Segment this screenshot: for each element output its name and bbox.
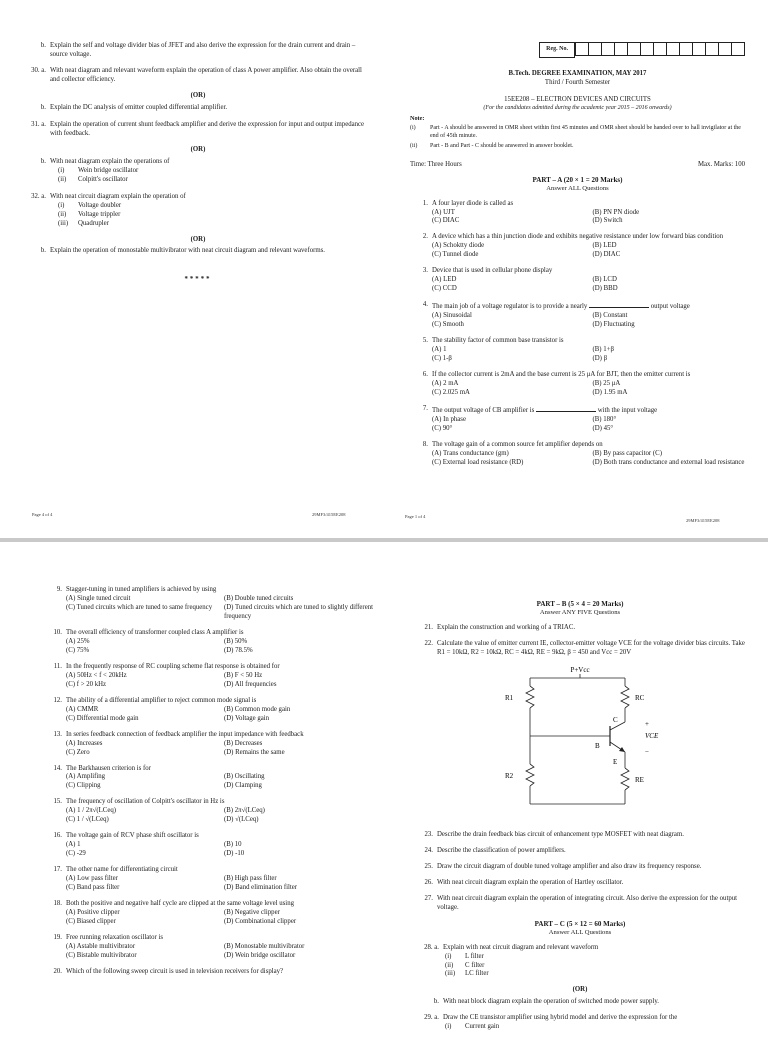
exam-sheet-bottom: [0, 542, 768, 1031]
option-c: (C) f > 20 kHz: [66, 680, 107, 688]
note-item: [410, 143, 745, 151]
question-16: [44, 832, 374, 859]
page-4-column: [28, 42, 368, 285]
option-b: (B) 1+β: [592, 346, 614, 354]
question-text: In series feedback connection of feedback amplifier the input impedance with feedback: [66, 730, 304, 738]
question-22: [415, 640, 745, 824]
question-text: With neat circuit diagram explain the operation of Hartley oscillator.: [437, 878, 624, 886]
question-text: The voltage gain of RCV phase shift oscillator is: [66, 832, 199, 840]
question-31b: [28, 158, 368, 185]
option-a: (A) 2 mA: [432, 380, 459, 388]
sub-number: (ii): [445, 961, 454, 969]
fill-blank: [536, 405, 596, 412]
option-a: (A) Astable multivibrator: [66, 943, 136, 950]
option-d: (D) 45°: [592, 424, 614, 432]
option-b: (B) LCD: [592, 276, 617, 284]
option-d: (D) DIAC: [592, 251, 621, 259]
question-31a: [28, 121, 368, 139]
option-a: (A) 1: [66, 841, 81, 849]
question-number: b.: [40, 103, 46, 111]
question-number: 28. a.: [424, 943, 439, 951]
rc-resistor: [621, 686, 629, 708]
question-17: [44, 866, 374, 893]
question-text: The frequency of oscillation of Colpitt's oscillator in Hz is: [66, 798, 225, 806]
question-number: 26.: [424, 878, 433, 886]
question-28a: [415, 944, 745, 980]
question-text: Both the positive and negative half cycle are clipped at the same voltage level using: [66, 900, 294, 908]
question-18: [44, 900, 374, 927]
base-label: B: [595, 741, 600, 750]
question-20: [44, 968, 374, 977]
sub-item: [445, 970, 745, 979]
course-title: 15EE208 – ELECTRON DEVICES AND CIRCUITS: [504, 95, 651, 103]
reg-cell: [615, 42, 628, 56]
page-footer-left: Page 4 of 4: [32, 512, 53, 517]
reg-cell: [732, 42, 745, 56]
option-d: (D) Voltage gain: [224, 714, 270, 722]
option-d: (D) Band elimination filter: [224, 884, 298, 892]
option-c: (C) 2.025 mA: [432, 389, 470, 396]
page-1-column: [410, 42, 745, 475]
option-c: (C) 1-β: [432, 355, 452, 363]
question-11: [44, 663, 374, 690]
reg-cell: [719, 42, 732, 56]
part-a-title: PART – A (20 × 1 = 20 Marks): [532, 175, 623, 184]
reg-cell: [575, 42, 589, 56]
question-text: The Barkhausen criterion is for: [66, 764, 151, 772]
option-d: (D) 78.5%: [224, 646, 253, 654]
question-text: In the frequently response of RC coupling scheme flat response is obtained for: [66, 662, 280, 670]
option-b: (B) Decreases: [224, 739, 263, 747]
option-a: (A) CMMR: [66, 705, 99, 713]
question-text: Draw the circuit diagram of double tuned voltage amplifier and also draw its frequency response.: [437, 862, 702, 870]
question-number: 12.: [53, 696, 62, 704]
note-label: Note:: [410, 114, 425, 122]
question-9: [44, 586, 374, 622]
reg-cell: [693, 42, 706, 56]
sub-text: L filter: [465, 952, 484, 960]
question-14: [44, 765, 374, 792]
question-text: Stagger-tuning in tuned amplifiers is achieved by using: [66, 586, 217, 593]
vce-label: VCE: [645, 731, 659, 740]
option-c: (C) Zero: [66, 748, 90, 756]
part-c-title: PART – C (5 × 12 = 60 Marks): [534, 919, 626, 928]
option-d: (D) Fluctuating: [592, 321, 635, 329]
time-marks-row: [410, 161, 745, 170]
part-b-title: PART – B (5 × 4 = 20 Marks): [536, 600, 624, 608]
option-b: (B) 180°: [592, 415, 617, 423]
sub-number: (i): [58, 201, 65, 209]
option-b: (B) F < 50 Hz: [224, 671, 263, 679]
time-allowed: Time: Three Hours: [410, 160, 462, 168]
sub-item: [445, 1023, 745, 1032]
re-resistor: [621, 768, 629, 790]
reg-cell: [589, 42, 602, 56]
reg-cell: [706, 42, 719, 56]
question-number: 1.: [422, 199, 428, 207]
option-d: (D) BBD: [592, 285, 618, 293]
option-c: (C) External load resistance (RD): [432, 458, 524, 466]
option-c: (C) 90°: [432, 424, 453, 432]
question-30b: [28, 104, 368, 113]
question-text: A device which has a thin junction diode and exhibits negative resistance under low forward bias condition: [432, 233, 724, 241]
reg-cell: [641, 42, 654, 56]
question-number: 13.: [53, 730, 62, 738]
question-text-tail: with the input voltage: [597, 406, 658, 414]
sub-text: Wein bridge oscillator: [78, 166, 139, 174]
option-c: (C) Band pass filter: [66, 884, 120, 892]
question-text: Draw the CE transistor amplifier using hybrid model and derive the expression for the: [443, 1014, 678, 1022]
question-text: Describe the drain feedback bias circuit of enhancement type MOSFET with neat diagram.: [437, 830, 684, 838]
sub-number: (i): [58, 166, 65, 174]
option-b: (B) Monostable multivibrator: [224, 943, 305, 950]
question-23: [415, 831, 745, 840]
option-b: (B) 50%: [224, 637, 248, 645]
note-text: Part - A should be answered in OMR sheet within first 45 minutes and OMR sheet should be handed over to hall invigilator at the end of 45th minute.: [430, 124, 741, 139]
sub-item: [58, 211, 368, 220]
sub-item: [445, 953, 745, 962]
question-number: b.: [433, 998, 439, 1006]
sub-number: (iii): [58, 219, 69, 227]
sub-item: [58, 176, 368, 185]
option-c: (C) Bistable multivibrator: [66, 951, 137, 959]
reg-cell: [667, 42, 680, 56]
max-marks: Max. Marks: 100: [697, 160, 745, 168]
question-text: Which of the following sweep circuit is used in television receivers for display?: [66, 967, 284, 975]
note-item: [410, 125, 745, 141]
option-c: (C) Differential mode gain: [66, 714, 139, 722]
course-note: (For the candidates admitted during the academic year 2015 – 2016 onwards): [483, 104, 672, 111]
question-27: [415, 895, 745, 913]
question-text: The stability factor of common base transistor is: [432, 337, 564, 345]
question-text: The overall efficiency of transformer coupled class A amplifier is: [66, 628, 244, 636]
question-number: 20.: [53, 967, 62, 975]
question-text: With neat diagram explain the operations of: [50, 157, 170, 165]
question-number: 7.: [422, 404, 428, 412]
reg-cell: [628, 42, 641, 56]
vce-minus: −: [645, 747, 649, 756]
emitter-label: E: [613, 757, 618, 766]
option-a: (A) 50Hz < f < 20kHz: [66, 671, 127, 679]
option-b: (B) 25 μA: [592, 380, 621, 388]
question-text: Explain the construction and working of a TRIAC.: [437, 623, 576, 631]
note-number: (i): [410, 124, 416, 131]
question-text: With neat circuit diagram explain the operation of: [50, 192, 186, 200]
option-b: (B) 2π√(LCeq): [224, 807, 265, 815]
page-footer-code: 29MF3/415EE208: [312, 512, 346, 517]
option-c: (C) Smooth: [432, 321, 464, 329]
reg-cell: [602, 42, 615, 56]
sub-number: (iii): [445, 970, 456, 978]
question-28b: [415, 998, 745, 1007]
question-19: [44, 934, 374, 961]
question-1: [410, 200, 745, 227]
question-text-tail: output voltage: [650, 303, 690, 311]
option-a: (A) UJT: [432, 208, 455, 216]
option-b: (B) High pass filter: [224, 875, 277, 883]
question-number: 31. a.: [31, 120, 46, 128]
supply-label: P+Vcc: [570, 665, 590, 674]
option-b: (B) Common mode gain: [224, 705, 291, 713]
sub-text: LC filter: [465, 970, 489, 978]
sub-item: [58, 220, 368, 229]
part-c-instructions: Answer ALL Questions: [548, 928, 612, 936]
sub-text: Quadrupler: [78, 219, 109, 227]
r2-label: R2: [505, 771, 514, 780]
page-footer-code: 29MF3/415EE208: [686, 518, 720, 523]
question-number: 15.: [53, 798, 62, 806]
sub-text: Current gain: [465, 1023, 500, 1031]
question-15: [44, 798, 374, 825]
option-d: (D) 1.95 mA: [592, 389, 628, 396]
option-b: (B) Double tuned circuits: [224, 594, 294, 602]
exam-title: B.Tech. DEGREE EXAMINATION, MAY 2017: [508, 69, 647, 77]
question-text: The other name for differentiating circuit: [66, 866, 178, 874]
question-text: Explain with neat circuit diagram and relevant waveform: [443, 943, 599, 951]
page-2-column: [44, 586, 374, 984]
question-text: Calculate the value of emitter current IE, collector-emitter voltage VCE for the voltage divider bias circuits. Take R1 = 10kΩ, R2 = 10kΩ, RC = 4kΩ, RE = 9kΩ, β = 450 and Vcc = 20V: [437, 639, 745, 656]
question-13: [44, 731, 374, 758]
question-7: [410, 405, 745, 434]
question-text: Device that is used in cellular phone display: [432, 267, 553, 275]
option-b: (B) Constant: [592, 312, 628, 320]
question-number: 4.: [422, 301, 428, 309]
question-text: With neat diagram and relevant waveform explain the operation of class A power amplifier. Also obtain the overall and collector efficiency.: [50, 66, 362, 83]
question-4: [410, 301, 745, 330]
option-d: (D) β: [592, 355, 608, 363]
sub-number: (i): [445, 952, 452, 960]
part-a-instructions: Answer ALL Questions: [546, 184, 609, 192]
option-a: (A) Amplifing: [66, 773, 106, 781]
question-text: The output voltage of CB amplifier is: [432, 406, 535, 414]
question-text: Explain the operation of current shunt feedback amplifier and derive the expression for input and output impedance with feedback.: [50, 120, 365, 137]
option-b: (B) 10: [224, 841, 242, 849]
or-separator: (OR): [190, 145, 206, 153]
option-a: (A) Sinusoidal: [432, 312, 472, 320]
option-c: (C) Tunnel diode: [432, 251, 479, 259]
question-5: [410, 337, 745, 364]
question-25: [415, 863, 745, 872]
r1-label: R1: [505, 693, 514, 702]
sub-number: (ii): [58, 210, 67, 218]
question-text: Explain the DC analysis of emitter coupled differential amplifier.: [50, 103, 228, 111]
reg-cell: [654, 42, 667, 56]
option-d: (D) Switch: [592, 217, 623, 225]
option-b: (B) Oscillating: [224, 773, 265, 781]
question-21: [415, 624, 745, 633]
question-number: 2.: [422, 233, 428, 241]
option-c: (C) 1 / √(LCeq): [66, 816, 109, 824]
option-d: (D) Clamping: [224, 782, 262, 790]
question-text: Explain the operation of monostable multivibrator with neat circuit diagram and relevant waveforms.: [50, 247, 325, 255]
option-d: (D) Combinational clipper: [224, 918, 297, 926]
question-text: If the collector current is 2mA and the base current is 25 μA for BJT, then the emitter current is: [432, 371, 691, 379]
question-number: 3.: [422, 267, 428, 275]
question-number: 21.: [424, 623, 433, 631]
question-number: 5.: [422, 337, 428, 345]
sub-number: (i): [445, 1023, 452, 1031]
question-number: 25.: [424, 862, 433, 870]
question-text: The main job of a voltage regulator is to provide a nearly: [432, 303, 588, 311]
question-number: 10.: [53, 628, 62, 636]
question-number: 9.: [56, 586, 62, 593]
sub-item: [58, 202, 368, 211]
question-number: b.: [40, 42, 46, 49]
part-b-instructions: Answer ANY FIVE Questions: [539, 609, 621, 617]
question-number: 23.: [424, 830, 433, 838]
question-number: 19.: [53, 934, 62, 942]
option-c: (C) Tuned circuits which are tuned to same frequency: [66, 603, 213, 611]
question-text: Describe the classification of power amplifiers.: [437, 846, 566, 854]
re-label: RE: [635, 775, 644, 784]
question-32a: [28, 193, 368, 229]
option-d: (D) -10: [224, 850, 245, 858]
question-number: 24.: [424, 846, 433, 854]
question-30a: [28, 67, 368, 85]
or-separator: (OR): [190, 91, 206, 99]
option-a: (A) Increases: [66, 739, 103, 747]
end-of-paper-stars: *****: [184, 276, 212, 284]
question-29a: [415, 1014, 745, 1032]
option-a: (A) Low pass filter: [66, 875, 118, 883]
question-number: b.: [40, 157, 46, 165]
option-d: (D) Tuned circuits which are tuned to slightly different frequency: [224, 603, 374, 620]
semester: Third / Fourth Semester: [544, 78, 611, 86]
option-b: (B) Negative clipper: [224, 909, 280, 917]
reg-no-label: Reg. No.: [539, 42, 575, 58]
or-separator: (OR): [572, 986, 588, 994]
question-number: 18.: [53, 900, 62, 908]
question-8: [410, 441, 745, 468]
fill-blank: [589, 301, 649, 308]
option-a: (A) Single tuned circuit: [66, 594, 131, 602]
question-text: Free running relaxation oscillator is: [66, 934, 164, 942]
question-number: 27.: [424, 894, 433, 902]
question-number: 16.: [53, 832, 62, 840]
question-number: 32. a.: [31, 192, 46, 200]
sub-text: C filter: [465, 961, 485, 969]
option-d: (D) All frequencies: [224, 680, 277, 688]
question-12: [44, 697, 374, 724]
option-a: (A) 1: [432, 346, 447, 354]
question-text: A four layer diode is called as: [432, 199, 514, 207]
rc-label: RC: [635, 693, 645, 702]
question-text: With neat block diagram explain the operation of switched mode power supply.: [443, 998, 659, 1006]
r1-resistor: [526, 686, 534, 708]
option-c: (C) DIAC: [432, 217, 460, 225]
question-3: [410, 267, 745, 294]
question-number: 14.: [53, 764, 62, 772]
option-a: (A) 25%: [66, 637, 90, 645]
or-separator: (OR): [190, 235, 206, 243]
option-d: (D) √(LCeq): [224, 816, 259, 824]
option-a: (A) Positive clipper: [66, 909, 120, 917]
question-26: [415, 879, 745, 888]
note-number: (ii): [410, 142, 418, 149]
question-number: 8.: [422, 440, 428, 448]
sub-text: Voltage trippler: [78, 210, 121, 218]
vce-plus: +: [645, 719, 649, 728]
emitter-arrow-icon: [619, 747, 625, 752]
option-b: (B) By pass capacitor (C): [592, 449, 662, 457]
option-c: (C) 75%: [66, 646, 90, 654]
question-number: 11.: [53, 662, 62, 670]
question-text: Explain the self and voltage divider bias of JFET and also derive the expression for the drain current and drain –source voltage.: [50, 42, 356, 58]
question-number: 6.: [422, 371, 428, 379]
option-c: (C) CCD: [432, 285, 457, 293]
sub-text: Colpitt's oscillator: [78, 175, 128, 183]
question-number: 17.: [53, 866, 62, 874]
page-footer-left: Page 1 of 4: [405, 514, 426, 519]
collector-label: C: [613, 715, 618, 724]
question-29b: [28, 42, 368, 60]
option-a: (A) 1 / 2π√(LCeq): [66, 807, 117, 815]
page-3-column: [415, 594, 745, 1039]
question-text: With neat circuit diagram explain the operation of integrating circuit. Also derive the expression for the output voltage.: [437, 894, 738, 911]
question-6: [410, 371, 745, 398]
option-a: (A) LED: [432, 276, 457, 284]
question-number: 22.: [424, 639, 433, 647]
reg-no-box: [410, 42, 745, 58]
question-number: 29. a.: [424, 1014, 439, 1022]
option-d: (D) Both trans conductance and external load resistance: [592, 458, 745, 466]
sub-item: [58, 167, 368, 176]
r2-resistor: [526, 764, 534, 786]
question-24: [415, 847, 745, 856]
option-d: (D) Remains the same: [224, 748, 285, 756]
question-10: [44, 629, 374, 656]
option-d: (D) Wein bridge oscillator: [224, 951, 296, 959]
sub-text: Voltage doubler: [78, 201, 122, 209]
question-text: The ability of a differential amplifier to reject common mode signal is: [66, 696, 257, 704]
question-32b: [28, 247, 368, 256]
sub-number: (ii): [58, 175, 67, 183]
option-b: (B) LED: [592, 242, 617, 250]
option-a: (A) Trans conductance (gm): [432, 449, 509, 457]
question-number: 30. a.: [31, 66, 46, 74]
note-text: Part - B and Part - C should be answered in answer booklet.: [430, 142, 574, 149]
option-a: (A) In phase: [432, 415, 466, 423]
question-text: The voltage gain of a common source fet amplifier depends on: [432, 440, 603, 448]
question-2: [410, 233, 745, 260]
voltage-divider-bias-circuit: [485, 664, 675, 814]
option-c: (C) -29: [66, 850, 86, 858]
sub-item: [445, 962, 745, 971]
question-number: b.: [40, 247, 46, 255]
reg-cell: [680, 42, 693, 56]
option-c: (C) Biased clipper: [66, 918, 116, 926]
option-c: (C) Clipping: [66, 782, 101, 790]
option-b: (B) PN PN diode: [592, 208, 640, 216]
option-a: (A) Schoktty diode: [432, 242, 485, 250]
